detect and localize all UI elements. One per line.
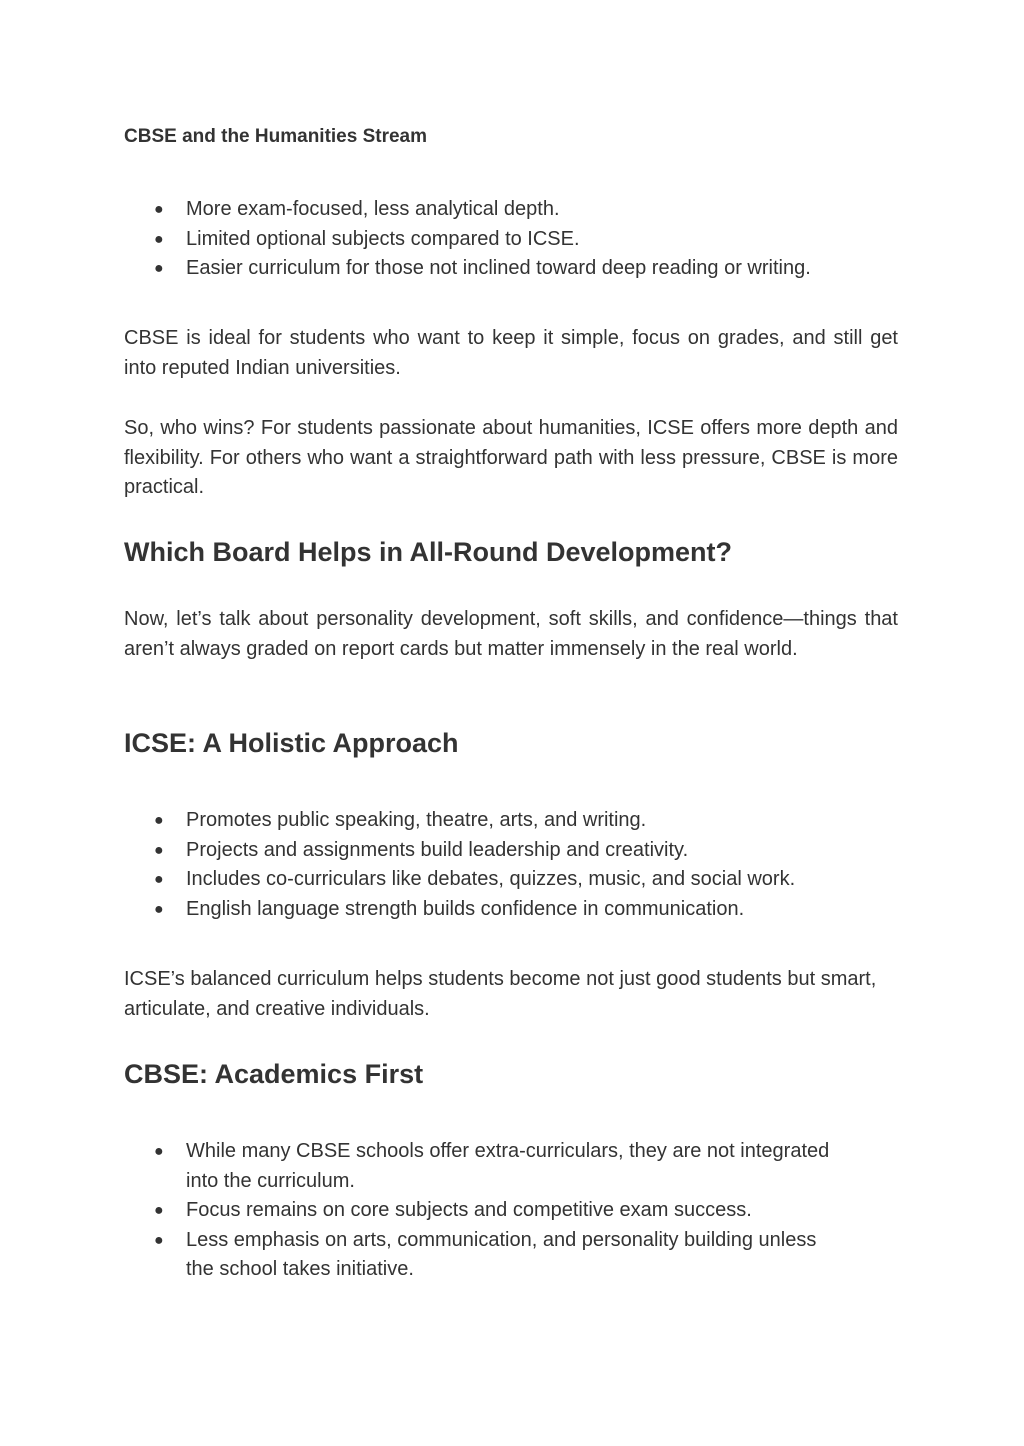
list-item (124, 895, 836, 925)
list-item (124, 806, 836, 836)
list-item-text: English language strength builds confidence in communication. (186, 897, 745, 920)
humanities-paragraph-1: CBSE is ideal for students who want to keep it simple, focus on grades, and still get into reputed Indian universities. (124, 327, 898, 379)
list-item (124, 225, 836, 255)
bullet-icon: ● (154, 1231, 164, 1249)
icse-heading: ICSE: A Holistic Approach (124, 728, 459, 758)
humanities-paragraph-2: So, who wins? For students passionate about humanities, ICSE offers more depth and flexibility. For others who want a straightforward path with less pressure, CBSE is more practical. (124, 417, 898, 499)
list-item-text: While many CBSE schools offer extra-curriculars, they are not integrated into the curriculum. (186, 1140, 830, 1192)
humanities-subheading: CBSE and the Humanities Stream (124, 126, 428, 147)
list-item-text: Less emphasis on arts, communication, and personality building unless the school takes initiative. (186, 1228, 817, 1281)
allround-paragraph: Now, let’s talk about personality development, soft skills, and confidence—things that aren’t always graded on report cards but matter immensely in the real world. (124, 608, 898, 660)
list-item (124, 195, 836, 225)
list-item-text: Includes co-curriculars like debates, quizzes, music, and social work. (186, 868, 796, 891)
list-item (124, 1137, 836, 1196)
list-item (124, 1196, 836, 1226)
allround-heading: Which Board Helps in All-Round Development? (124, 537, 733, 567)
list-item (124, 836, 836, 866)
bullet-icon: ● (154, 900, 164, 918)
bullet-icon: ● (154, 871, 164, 889)
bullet-icon: ● (154, 841, 164, 859)
list-item-text: Focus remains on core subjects and competitive exam success. (186, 1199, 752, 1222)
list-item-text: Easier curriculum for those not inclined toward deep reading or writing. (186, 257, 811, 280)
bullet-icon: ● (154, 230, 164, 248)
bullet-icon: ● (154, 1202, 164, 1220)
list-item-text: Projects and assignments build leadership and creativity. (186, 838, 689, 861)
bullet-icon: ● (154, 260, 164, 278)
cbse-bullet-list (124, 1137, 898, 1285)
list-item-text: More exam-focused, less analytical depth. (186, 198, 560, 220)
icse-paragraph: ICSE’s balanced curriculum helps students become not just good students but smart, articulate, and creative individuals. (124, 968, 877, 1020)
bullet-icon: ● (154, 1143, 164, 1160)
cbse-heading: CBSE: Academics First (124, 1059, 424, 1089)
list-item (124, 1226, 836, 1285)
bullet-icon: ● (154, 812, 164, 829)
list-item (124, 254, 836, 284)
list-item-text: Promotes public speaking, theatre, arts, and writing. (186, 809, 647, 831)
list-item-text: Limited optional subjects compared to ICSE. (186, 227, 580, 250)
bullet-icon: ● (154, 201, 164, 218)
humanities-bullet-list (124, 195, 898, 284)
list-item (124, 865, 836, 895)
icse-bullet-list (124, 806, 898, 924)
